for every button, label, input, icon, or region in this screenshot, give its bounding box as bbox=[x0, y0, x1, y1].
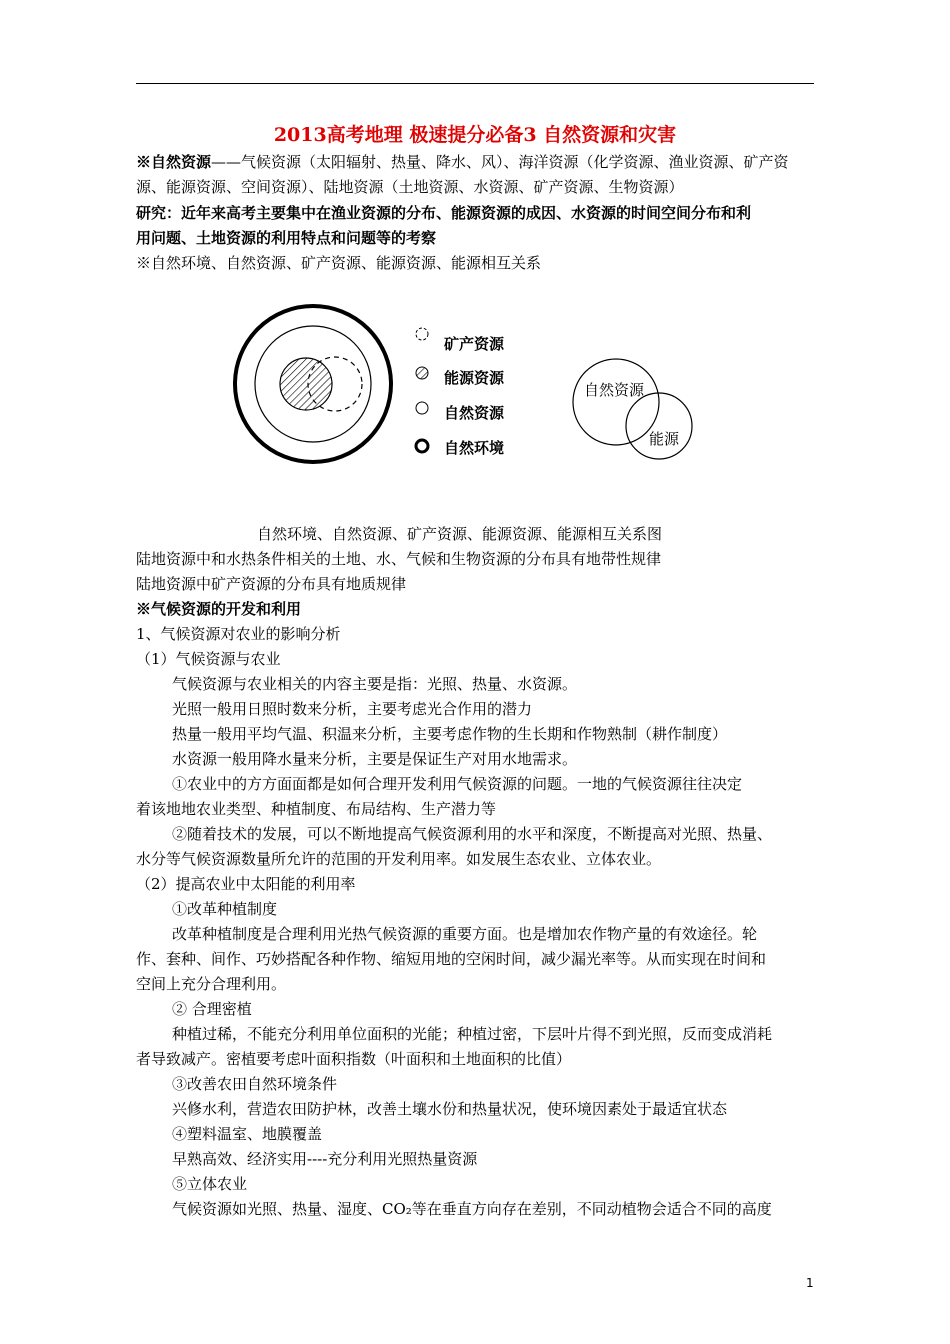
figure-caption: 自然环境、自然资源、矿产资源、能源资源、能源相互关系图 bbox=[257, 525, 663, 543]
section-heading: ※气候资源的开发和利用 bbox=[136, 600, 302, 618]
paragraph-line: 光照一般用日照时数来分析，主要考虑光合作用的潜力 bbox=[172, 700, 533, 718]
text-line: 陆地资源中矿产资源的分布具有地质规律 bbox=[136, 575, 407, 593]
paragraph-line: 气候资源与农业相关的内容主要是指：光照、热量、水资源。 bbox=[172, 675, 578, 693]
list-item: ② 合理密植 bbox=[172, 1000, 252, 1018]
text-line: 陆地资源中和水热条件相关的土地、水、气候和生物资源的分布具有地带性规律 bbox=[136, 550, 662, 568]
list-item: ⑤立体农业 bbox=[172, 1175, 248, 1193]
thick-circle-icon bbox=[416, 440, 428, 452]
subsection-heading: （2）提高农业中太阳能的利用率 bbox=[136, 875, 356, 893]
venn-natural-resources-circle bbox=[573, 359, 659, 445]
subsection-heading: （1）气候资源与农业 bbox=[136, 650, 281, 668]
paragraph-line: 热量一般用平均气温、积温来分析，主要考虑作物的生长期和作物熟制（耕作制度） bbox=[172, 725, 728, 743]
energy-resources-circle bbox=[280, 358, 332, 410]
paragraph-line: ②随着技术的发展，可以不断地提高气候资源利用的水平和深度，不断提高对光照、热量、 bbox=[172, 825, 773, 843]
legend-label-natural-environment: 自然环境 bbox=[444, 439, 505, 457]
hatched-circle-icon bbox=[416, 367, 428, 379]
relation-heading: ※自然环境、自然资源、矿产资源、能源资源、能源相互关系 bbox=[136, 254, 542, 272]
intro-bold-label: ※自然资源 bbox=[136, 153, 212, 171]
paragraph-line: 改革种植制度是合理利用光热气候资源的重要方面。也是增加农作物产量的有效途径。轮 bbox=[172, 925, 758, 943]
paragraph-line: 者导致减产。密植要考虑叶面积指数（叶面积和土地面积的比值） bbox=[136, 1050, 572, 1068]
thin-circle-icon bbox=[416, 402, 428, 414]
paragraph-line: 空间上充分合理利用。 bbox=[136, 975, 287, 993]
research-line-1: 研究：近年来高考主要集中在渔业资源的分布、能源资源的成因、水资源的时间空间分布和利 bbox=[136, 204, 752, 222]
subsection-heading: 1、气候资源对农业的影响分析 bbox=[136, 625, 341, 643]
legend-label-mineral: 矿产资源 bbox=[444, 335, 505, 353]
intro-line-2: 源、能源资源、空间资源）、陆地资源（土地资源、水资源、矿产资源、生物资源） bbox=[136, 178, 684, 196]
list-item: ③改善农田自然环境条件 bbox=[172, 1075, 338, 1093]
legend-symbols bbox=[416, 328, 428, 452]
paragraph-line: 水资源一般用降水量来分析，主要是保证生产对用水地需求。 bbox=[172, 750, 578, 768]
page-number: 1 bbox=[806, 1276, 814, 1290]
paragraph-line: 早熟高效、经济实用----充分利用光照热量资源 bbox=[172, 1150, 478, 1168]
paragraph-line: 种植过稀，不能充分利用单位面积的光能；种植过密，下层叶片得不到光照，反而变成消耗 bbox=[172, 1025, 773, 1043]
intro-line-1-rest: ——气候资源（太阳辐射、热量、降水、风）、海洋资源（化学资源、渔业资源、矿产资 bbox=[211, 153, 789, 171]
dashed-circle-icon bbox=[416, 328, 428, 340]
paragraph-line: 着该地地农业类型、种植制度、布局结构、生产潜力等 bbox=[136, 800, 497, 818]
list-item: ①改革种植制度 bbox=[172, 900, 278, 918]
research-line-2: 用问题、土地资源的利用特点和问题等的考察 bbox=[136, 229, 437, 247]
venn-label-natural-resources: 自然资源 bbox=[584, 381, 645, 399]
paragraph-line: 水分等气候资源数量所允许的范围的开发利用率。如发展生态农业、立体农业。 bbox=[136, 850, 662, 868]
nested-circles-diagram bbox=[235, 306, 391, 462]
page-title: 2013高考地理 极速提分必备3 自然资源和灾害 bbox=[273, 124, 677, 146]
paragraph-line: 作、套种、间作、巧妙搭配各种作物、缩短用地的空闲时间，减少漏光率等。从而实现在时间和 bbox=[136, 950, 767, 968]
paragraph-line: 气候资源如光照、热量、湿度、CO₂等在垂直方向存在差别，不同动植物会适合不同的高度 bbox=[172, 1200, 772, 1218]
paragraph-line: ①农业中的方方面面都是如何合理开发利用气候资源的问题。一地的气候资源往往决定 bbox=[172, 775, 743, 793]
legend-label-natural-resources: 自然资源 bbox=[444, 404, 505, 422]
legend-label-energy: 能源资源 bbox=[444, 369, 505, 387]
relation-figure bbox=[0, 0, 950, 540]
list-item: ④塑料温室、地膜覆盖 bbox=[172, 1125, 323, 1143]
paragraph-line: 兴修水利，营造农田防护林，改善土壤水份和热量状况，使环境因素处于最适宜状态 bbox=[172, 1100, 728, 1118]
venn-label-energy: 能源 bbox=[649, 430, 680, 448]
